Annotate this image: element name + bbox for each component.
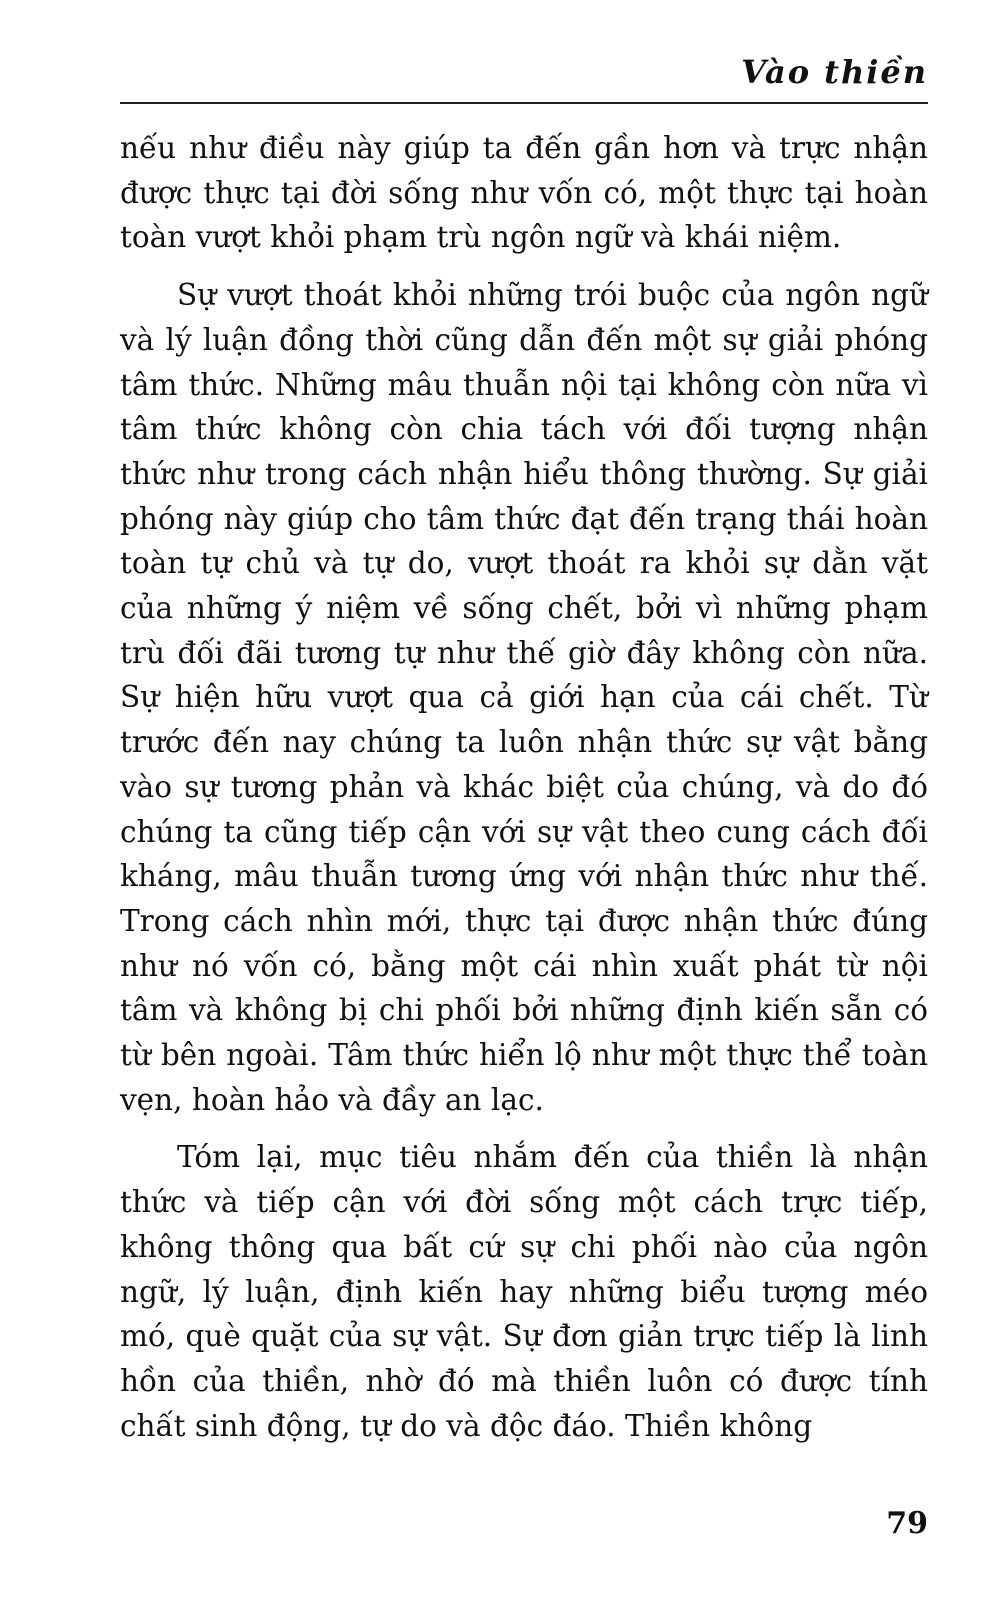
page-number: 79 xyxy=(886,1506,928,1541)
running-header-title: Vào thiền xyxy=(741,53,928,91)
paragraph: Sự vượt thoát khỏi những trói buộc của ngôn ngữ và lý luận đồng thời cũng dẫn đến một sự giải phóng tâm thức. Những mâu thuẫn nội tại không còn nữa vì tâm thức không còn chia tách với đối tượng nhận thức như trong cách nhận hiểu thông thường. Sự giải phóng này giúp cho tâm thức đạt đến trạng thái hoàn toàn tự chủ và tự do, vượt thoát ra khỏi sự dằn vặt của những ý niệm về sống chết, bởi vì những phạm trù đối đãi tương tự như thế giờ đây không còn nữa. Sự hiện hữu vượt qua cả giới hạn của cái chết. Từ trước đến nay chúng ta luôn nhận thức sự vật bằng vào sự tương phản và khác biệt của chúng, và do đó chúng ta cũng tiếp cận với sự vật theo cung cách đối kháng, mâu thuẫn tương ứng với nhận thức như thế. Trong cách nhìn mới, thực tại được nhận thức đúng như nó vốn có, bằng một cái nhìn xuất phát từ nội tâm và không bị chi phối bởi những định kiến sẵn có từ bên ngoài. Tâm thức hiển lộ như một thực thể toàn vẹn, hoàn hảo và đầy an lạc. xyxy=(120,278,928,1117)
header-divider xyxy=(120,102,928,104)
paragraph-continued: nếu như điều này giúp ta đến gần hơn và trực nhận được thực tại đời sống như vốn có, một thực tại hoàn toàn vượt khỏi phạm trù ngôn ngữ và khái niệm. xyxy=(120,131,928,255)
paragraph: Tóm lại, mục tiêu nhắm đến của thiền là nhận thức và tiếp cận với đời sống một cách trực tiếp, không thông qua bất cứ sự chi phối nào của ngôn ngữ, lý luận, định kiến hay những biểu tượng méo mó, què quặt của sự vật. Sự đơn giản trực tiếp là linh hồn của thiền, nhờ đó mà thiền luôn có được tính chất sinh động, tự do và độc đáo. Thiền không xyxy=(120,1140,928,1443)
body-text xyxy=(120,126,928,1461)
